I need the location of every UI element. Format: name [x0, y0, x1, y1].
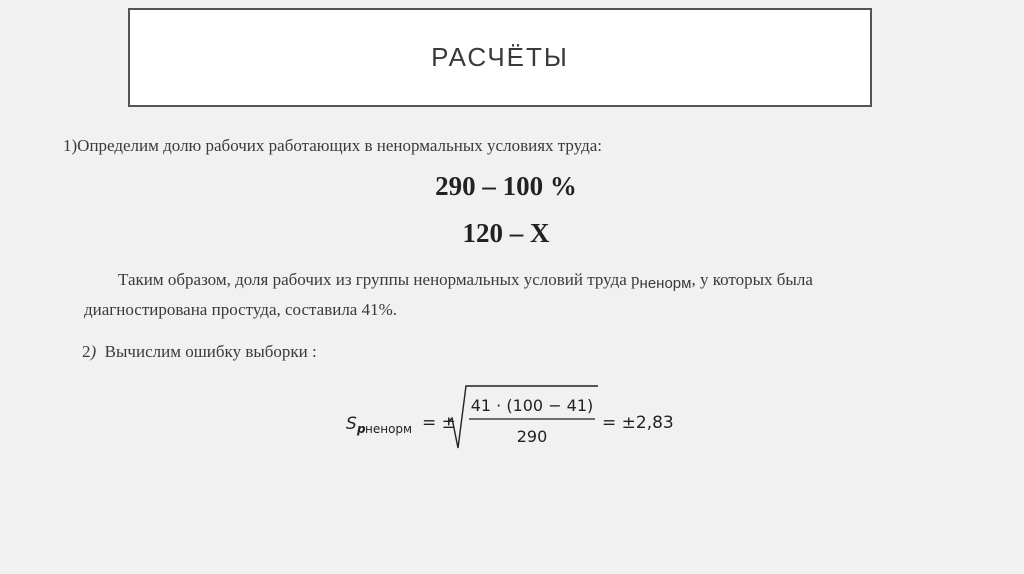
step-1-text: 1)Определим долю рабочих работающих в ненормальных условиях труда: — [63, 136, 603, 155]
slide-title: РАСЧЁТЫ — [431, 42, 569, 72]
step-2-label: Вычислим ошибку выборки : — [104, 342, 317, 361]
conclusion-paragraph — [84, 267, 924, 323]
formula-result: = ±2,83 — [602, 413, 674, 433]
sampling-error-formula — [340, 380, 700, 460]
formula-denominator: 290 — [516, 427, 548, 446]
conclusion-before: Таким образом, доля рабочих из группы ненормальных условий труда p — [118, 270, 640, 289]
proportion-line-1: 290 – 100 % — [435, 171, 577, 201]
title-box — [128, 8, 872, 107]
formula-lhs-sub-rest: ненорм — [365, 422, 413, 436]
proportion-line-2: 120 – Х — [462, 218, 550, 248]
formula-lhs-sub-p: p — [357, 422, 366, 436]
conclusion-after: , у которых была диагностирована простуда, составила 41%. — [84, 270, 813, 319]
formula-operator: = ± — [422, 413, 456, 433]
step-2-number: 2 — [82, 342, 91, 361]
formula-numerator: 41 · (100 − 41) — [470, 396, 594, 415]
step-2-paren: ) — [90, 342, 97, 361]
conclusion-subscript: ненорм — [639, 275, 692, 292]
step-2-text — [82, 342, 317, 362]
formula-lhs-symbol: S — [346, 414, 357, 434]
